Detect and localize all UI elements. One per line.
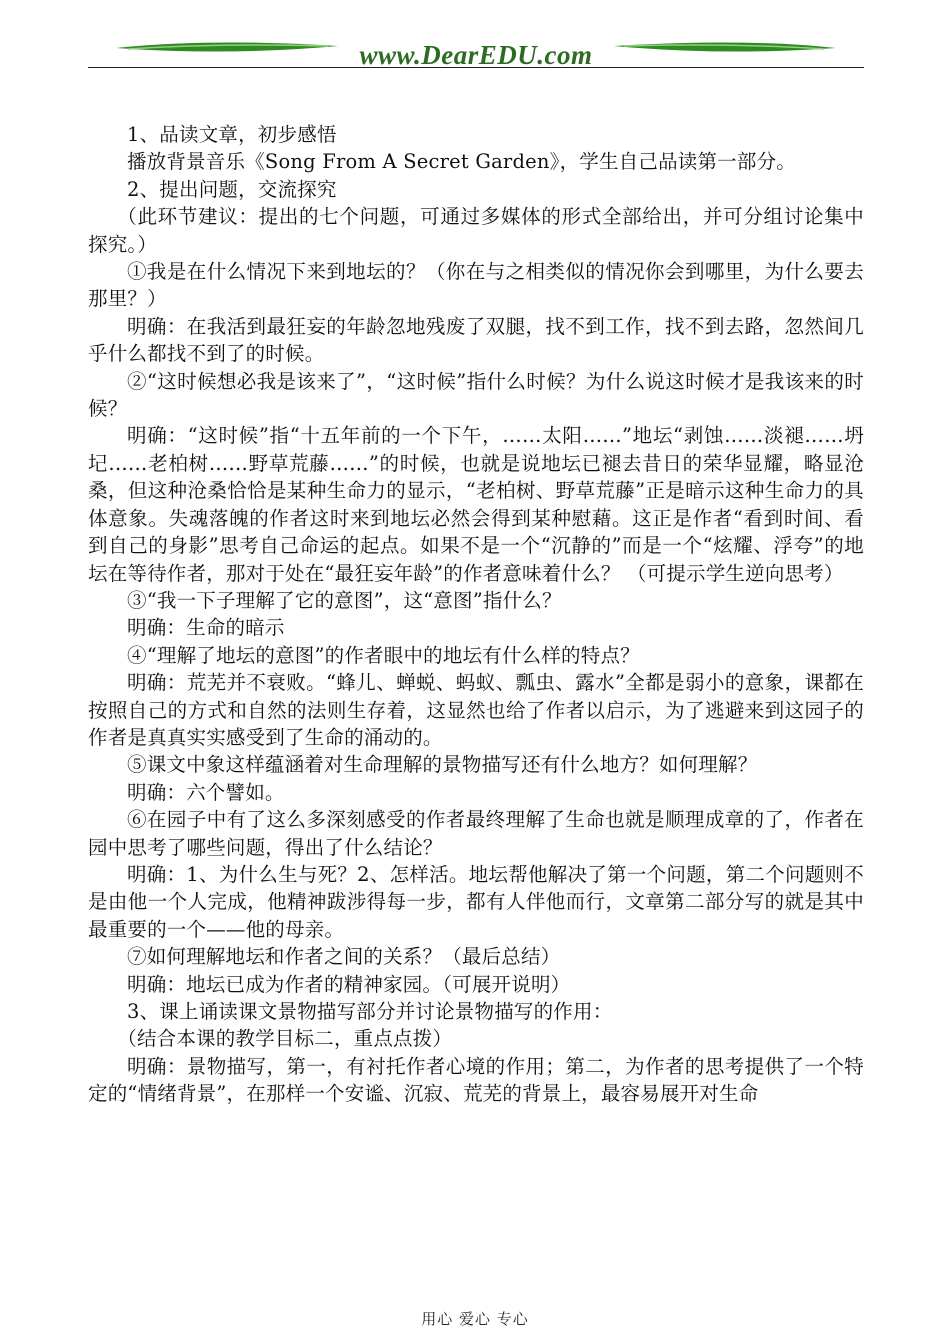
question-1: ①我是在什么情况下来到地坛的？（你在与之相类似的情况你会到哪里，为什么要去那里？） [88, 260, 864, 311]
heading-step-3: 3、课上诵读课文景物描写部分并讨论景物描写的作用： [127, 1000, 613, 1023]
question-5: ⑤课文中象这样蕴涵着对生命理解的景物描写还有什么地方？如何理解？ [127, 753, 758, 777]
answer-1: 明确：在我活到最狂妄的年龄忽地残废了双腿，找不到工作，找不到去路，忽然间几乎什么都找不到了的时候。 [88, 314, 864, 366]
paragraph: 播放背景音乐《Song From A Secret Garden》，学生自己品读第一部分。 [127, 150, 796, 174]
answer-7: 明确：地坛已成为作者的精神家园。（可展开说明） [127, 972, 571, 996]
header-divider [88, 67, 864, 68]
answer-8: 明确：景物描写，第一，有衬托作者心境的作用；第二，为作者的思考提供了一个特定的“情绪背景”，在那样一个安谧、沉寂、荒芜的背景上，最容易展开对生命 [88, 1054, 864, 1106]
paragraph-note: （此环节建议：提出的七个问题，可通过多媒体的形式全部给出，并可分组讨论集中探究。） [88, 205, 864, 256]
page-header [88, 34, 864, 70]
question-7: ⑦如何理解地坛和作者之间的关系？（最后总结） [127, 945, 561, 969]
answer-5: 明确：六个譬如。 [127, 780, 285, 804]
document-body [88, 121, 864, 1108]
question-4: ④“理解了地坛的意图”的作者眼中的地坛有什么样的特点？ [127, 643, 640, 667]
question-3: ③“我一下子理解了它的意图”，这“意图”指什么？ [127, 588, 562, 612]
question-6: ⑥在园子中有了这么多深刻感受的作者最终理解了生命也就是顺理成章的了，作者在园中思考了哪些问题，得出了什么结论？ [88, 808, 864, 859]
heading-step-1: 1、品读文章，初步感悟 [127, 123, 337, 146]
heading-step-2: 2、提出问题，交流探究 [127, 177, 337, 201]
answer-2: 明确：“这时候”指“十五年前的一个下午，……太阳……”地坛“剥蚀……淡褪……坍圮……老柏树……野草荒藤……”的时候，也就是说地坛已褪去昔日的荣华显耀，略显沧桑，但这种沧桑恰恰是某种生命力的显示，“老柏树、野草荒藤”正是暗示这种生命力的具体意象。失魂落魄的作者这时来到地坛必然会得到某种慰藉。这正是作者“看到时间、看到自己的身影”思考自己命运的起点。如果不是一个“沉静的”而是一个“炫耀、浮夸”的地坛在等待作者，那对于处在“最狂妄年龄”的作者意味着什么？ （可提示学生逆向思考） [88, 424, 864, 585]
site-logo-text[interactable]: www.DearEDU.com [359, 40, 593, 70]
answer-3: 明确：生命的暗示 [127, 616, 285, 640]
question-2: ②“这时候想必我是该来了”，“这时候”指什么时候？为什么说这时候才是我该来的时候？ [88, 369, 864, 421]
answer-4: 明确：荒芜并不衰败。“蜂儿、蝉蜕、蚂蚁、瓢虫、露水”全都是弱小的意象，课都在按照自己的方式和自然的法则生存着，这显然也给了作者以启示，为了逃避来到这园子的作者是真真实实感受到了生命的涌动的。 [88, 671, 864, 749]
page-footer: 用心 爱心 专心 [421, 1310, 529, 1328]
answer-6: 明确：1、为什么生与死？2、怎样活。地坛帮他解决了第一个问题，第二个问题则不是由他一个人完成，他精神跋涉得每一步，都有人伴他而行，文章第二部分写的就是其中最重要的一个——他的母亲。 [88, 862, 864, 941]
paragraph-note: （结合本课的教学目标二，重点点拨） [117, 1027, 453, 1051]
